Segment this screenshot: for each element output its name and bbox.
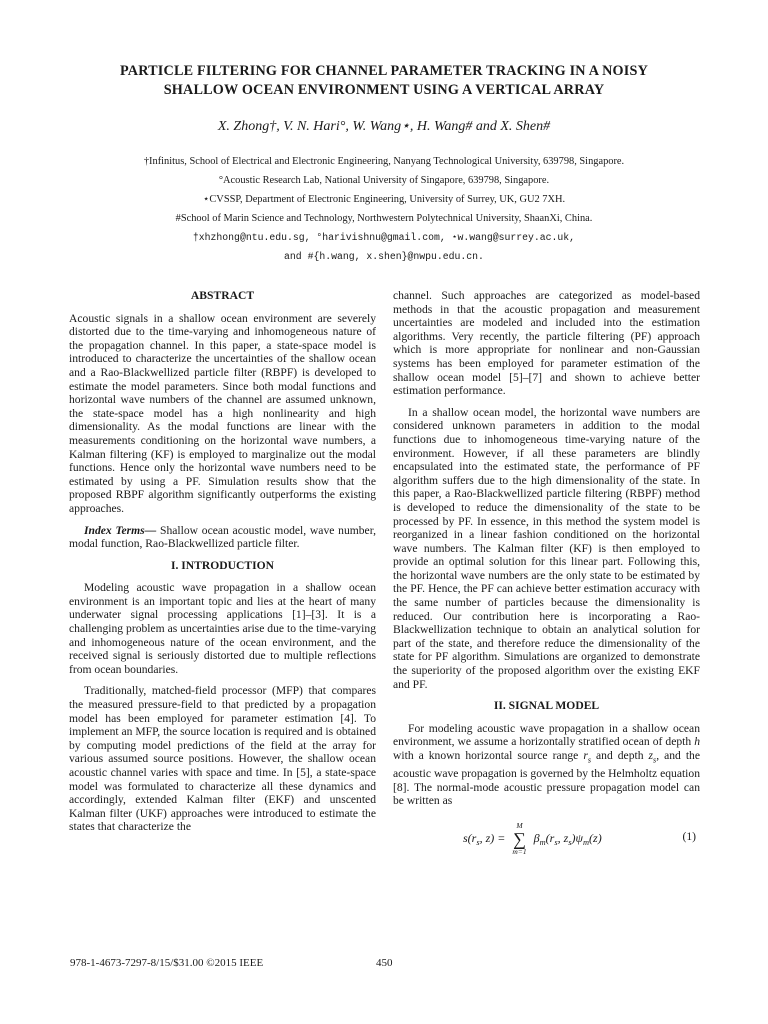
intro-paragraph-3: channel. Such approaches are categorized as model-based methods in that the acoustic propagation and measurement uncertainties are modeled and included into the estimation algorithms. Very recently, the particle filtering (PF) approach which is more appropriate for nonlinear and non-Gaussian systems has been employed for parameter estimation of the shallow ocean model [5]–[7] and shown to achieve better estimation performance. <box>393 289 700 398</box>
eq-mid: , z) = <box>479 830 506 845</box>
title-line-2: SHALLOW OCEAN ENVIRONMENT USING A VERTICAL ARRAY <box>163 81 605 98</box>
subscript-s: s <box>653 755 657 765</box>
index-terms-text: Shallow ocean acoustic model, wave number, modal function, Rao-Blackwellized particle filter. <box>69 523 376 551</box>
sum-lower-limit: m=1 <box>512 846 527 856</box>
equation-1 <box>393 816 700 858</box>
affiliations <box>40 152 728 266</box>
eq-lhs: s(r <box>463 830 477 845</box>
equation-number: (1) <box>682 829 696 843</box>
eq-sub: s <box>476 837 480 847</box>
text-run: and depth <box>591 749 649 762</box>
symbol-h: h <box>694 735 700 749</box>
abstract-text: Acoustic signals in a shallow ocean environment are severely distorted due to the time-varying and inhomogeneous nature of the propagation channel. In this paper, a state-space model is introduced to characterize the uncertainties of the shallow ocean and a Rao-Blackwellized particle filter (RBPF) is developed to estimate the model parameters. Since both modal functions and horizontal wave numbers of the channel are assumed unknown, the state-space model has a high nonlinearity and high dimensionality. As the modal functions are linear with the measurements conditioning on the horizontal wave numbers, a Kalman filtering (KF) is employed to marginalize out the modal functions. Hence only the horizontal wave numbers need to be estimated by using a PF. Simulation results show that the proposed RBPF algorithm significantly outperforms the existing approaches. <box>69 311 376 515</box>
eq-part: (z) <box>589 830 602 845</box>
intro-paragraph-4: In a shallow ocean model, the horizontal wave numbers are considered unknown parameters in addition to the modal functions due to inhomogeneous time-varying nature of the environment. However, if all these parameters are blindly encapsulated into the estimated state, the performance of PF algorithm suffers due to the high dimensionality of the state. In this paper, a Rao-Blackwellized particle filtering (RBPF) method is developed to reduce the dimensionality of the state to be processed by PF. In essence, in this method the system model is reorganized in a linear fashion conditioned on the horizontal wave numbers. The Kalman filter (KF) is then employed to provide an optimal solution for this linear part. Following this, the horizontal wave numbers are the only state to be estimated by the PF. Hence, the PF can achieve better estimation accuracy with the same number of particles because the dimensionality is reduced. Our contribution here is incorporating a Rao-Blackwellization technique to obtain an analytical solution for part of the state, and therefore reduce the dimensionality of the state for PF algorithm. Simulations are organized to demonstrate the superiority of the proposed algorithm over the existing EKF and PF. <box>393 405 700 691</box>
eq-psi: )ψ <box>571 830 583 845</box>
intro-paragraph-2: Traditionally, matched-field processor (MFP) that compares the measured pressure-field to that predicted by a propagation model has been employed for parameter estimation [4]. To implement an MFP, the source location is required and is obtained by computing model predictions of the field at the array for various assumed source positions. However, the shallow ocean acoustic channel varies with space and time. In [5], a state-space model was formulated to characterize all these dynamics and accordingly, extended Kalman filter (EKF) and unscented Kalman filter (UKF) approaches were introduced to estimate the states that characterize the <box>69 684 376 834</box>
abstract-heading: ABSTRACT <box>190 289 255 302</box>
symbol-z: z <box>648 749 654 762</box>
symbol-r: r <box>583 749 588 762</box>
equation-body <box>463 822 602 856</box>
affiliation-3: ⋆CVSSP, Department of Electronic Engineering, University of Surrey, UK, GU2 7XH. <box>202 194 566 205</box>
symbol-rs <box>583 749 592 765</box>
text-run: , and the acoustic wave propagation is governed by the Helmholtz equation [8]. The normal-mode acoustic pressure propagation model can be written as <box>393 749 700 808</box>
page-number: 450 <box>376 957 393 969</box>
title-line-1: PARTICLE FILTERING FOR CHANNEL PARAMETER TRACKING IN A NOISY <box>119 63 649 79</box>
summation-symbol <box>512 822 526 856</box>
text-run: with a known horizontal source range <box>393 749 584 762</box>
subscript-s: s <box>587 755 592 765</box>
text-run: For modeling acoustic wave propagation in a shallow ocean environment, we assume a horizontally stratified ocean of depth <box>393 721 700 749</box>
eq-sub: s <box>554 837 558 847</box>
left-column <box>69 289 376 842</box>
footer-isbn: 978-1-4673-7297-8/15/$31.00 ©2015 IEEE <box>70 957 264 969</box>
eq-sub: m <box>582 837 590 847</box>
email-line-1: †xhzhong@ntu.edu.sg, °harivishnu@gmail.com, ⋆w.wang@surrey.ac.uk, <box>192 232 576 243</box>
eq-sub: s <box>568 837 572 847</box>
introduction-heading: I. INTRODUCTION <box>170 558 275 572</box>
signal-model-heading: II. SIGNAL MODEL <box>493 699 600 713</box>
paper-title <box>60 62 708 99</box>
eq-beta: β <box>533 830 540 845</box>
index-terms-label: Index Terms— <box>84 523 157 537</box>
eq-part: , z <box>557 830 569 845</box>
affiliation-1: †Infinitus, School of Electrical and Electronic Engineering, Nanyang Technological University, 639798, Singapore. <box>143 156 625 167</box>
author-list: X. Zhong†, V. N. Hari°, W. Wang⋆, H. Wang# and X. Shen# <box>217 119 551 134</box>
affiliation-2: °Acoustic Research Lab, National University of Singapore, 639798, Singapore. <box>218 175 550 186</box>
eq-part: (r <box>545 830 555 845</box>
right-column <box>393 289 700 858</box>
index-terms <box>69 524 376 551</box>
sum-upper-limit: M <box>516 820 523 830</box>
affiliation-4: #School of Marin Science and Technology, Northwestern Polytechnical University, ShaanXi, China. <box>175 213 593 224</box>
signal-model-paragraph-1 <box>393 722 700 808</box>
eq-sub: m <box>539 837 546 847</box>
intro-paragraph-1: Modeling acoustic wave propagation in a shallow ocean environment is an important topic and lies at the heart of many underwater signal processing applications [1]–[3]. It is a challenging problem as uncertainties arise due to the time-varying and inhomogeneous nature of the ocean environment, and the received signal is seriously distorted due to multiple reflections from ocean boundaries. <box>69 581 376 676</box>
sigma-glyph: ∑ <box>513 828 526 849</box>
email-line-2: and #{h.wang, x.shen}@nwpu.edu.cn. <box>284 251 484 262</box>
